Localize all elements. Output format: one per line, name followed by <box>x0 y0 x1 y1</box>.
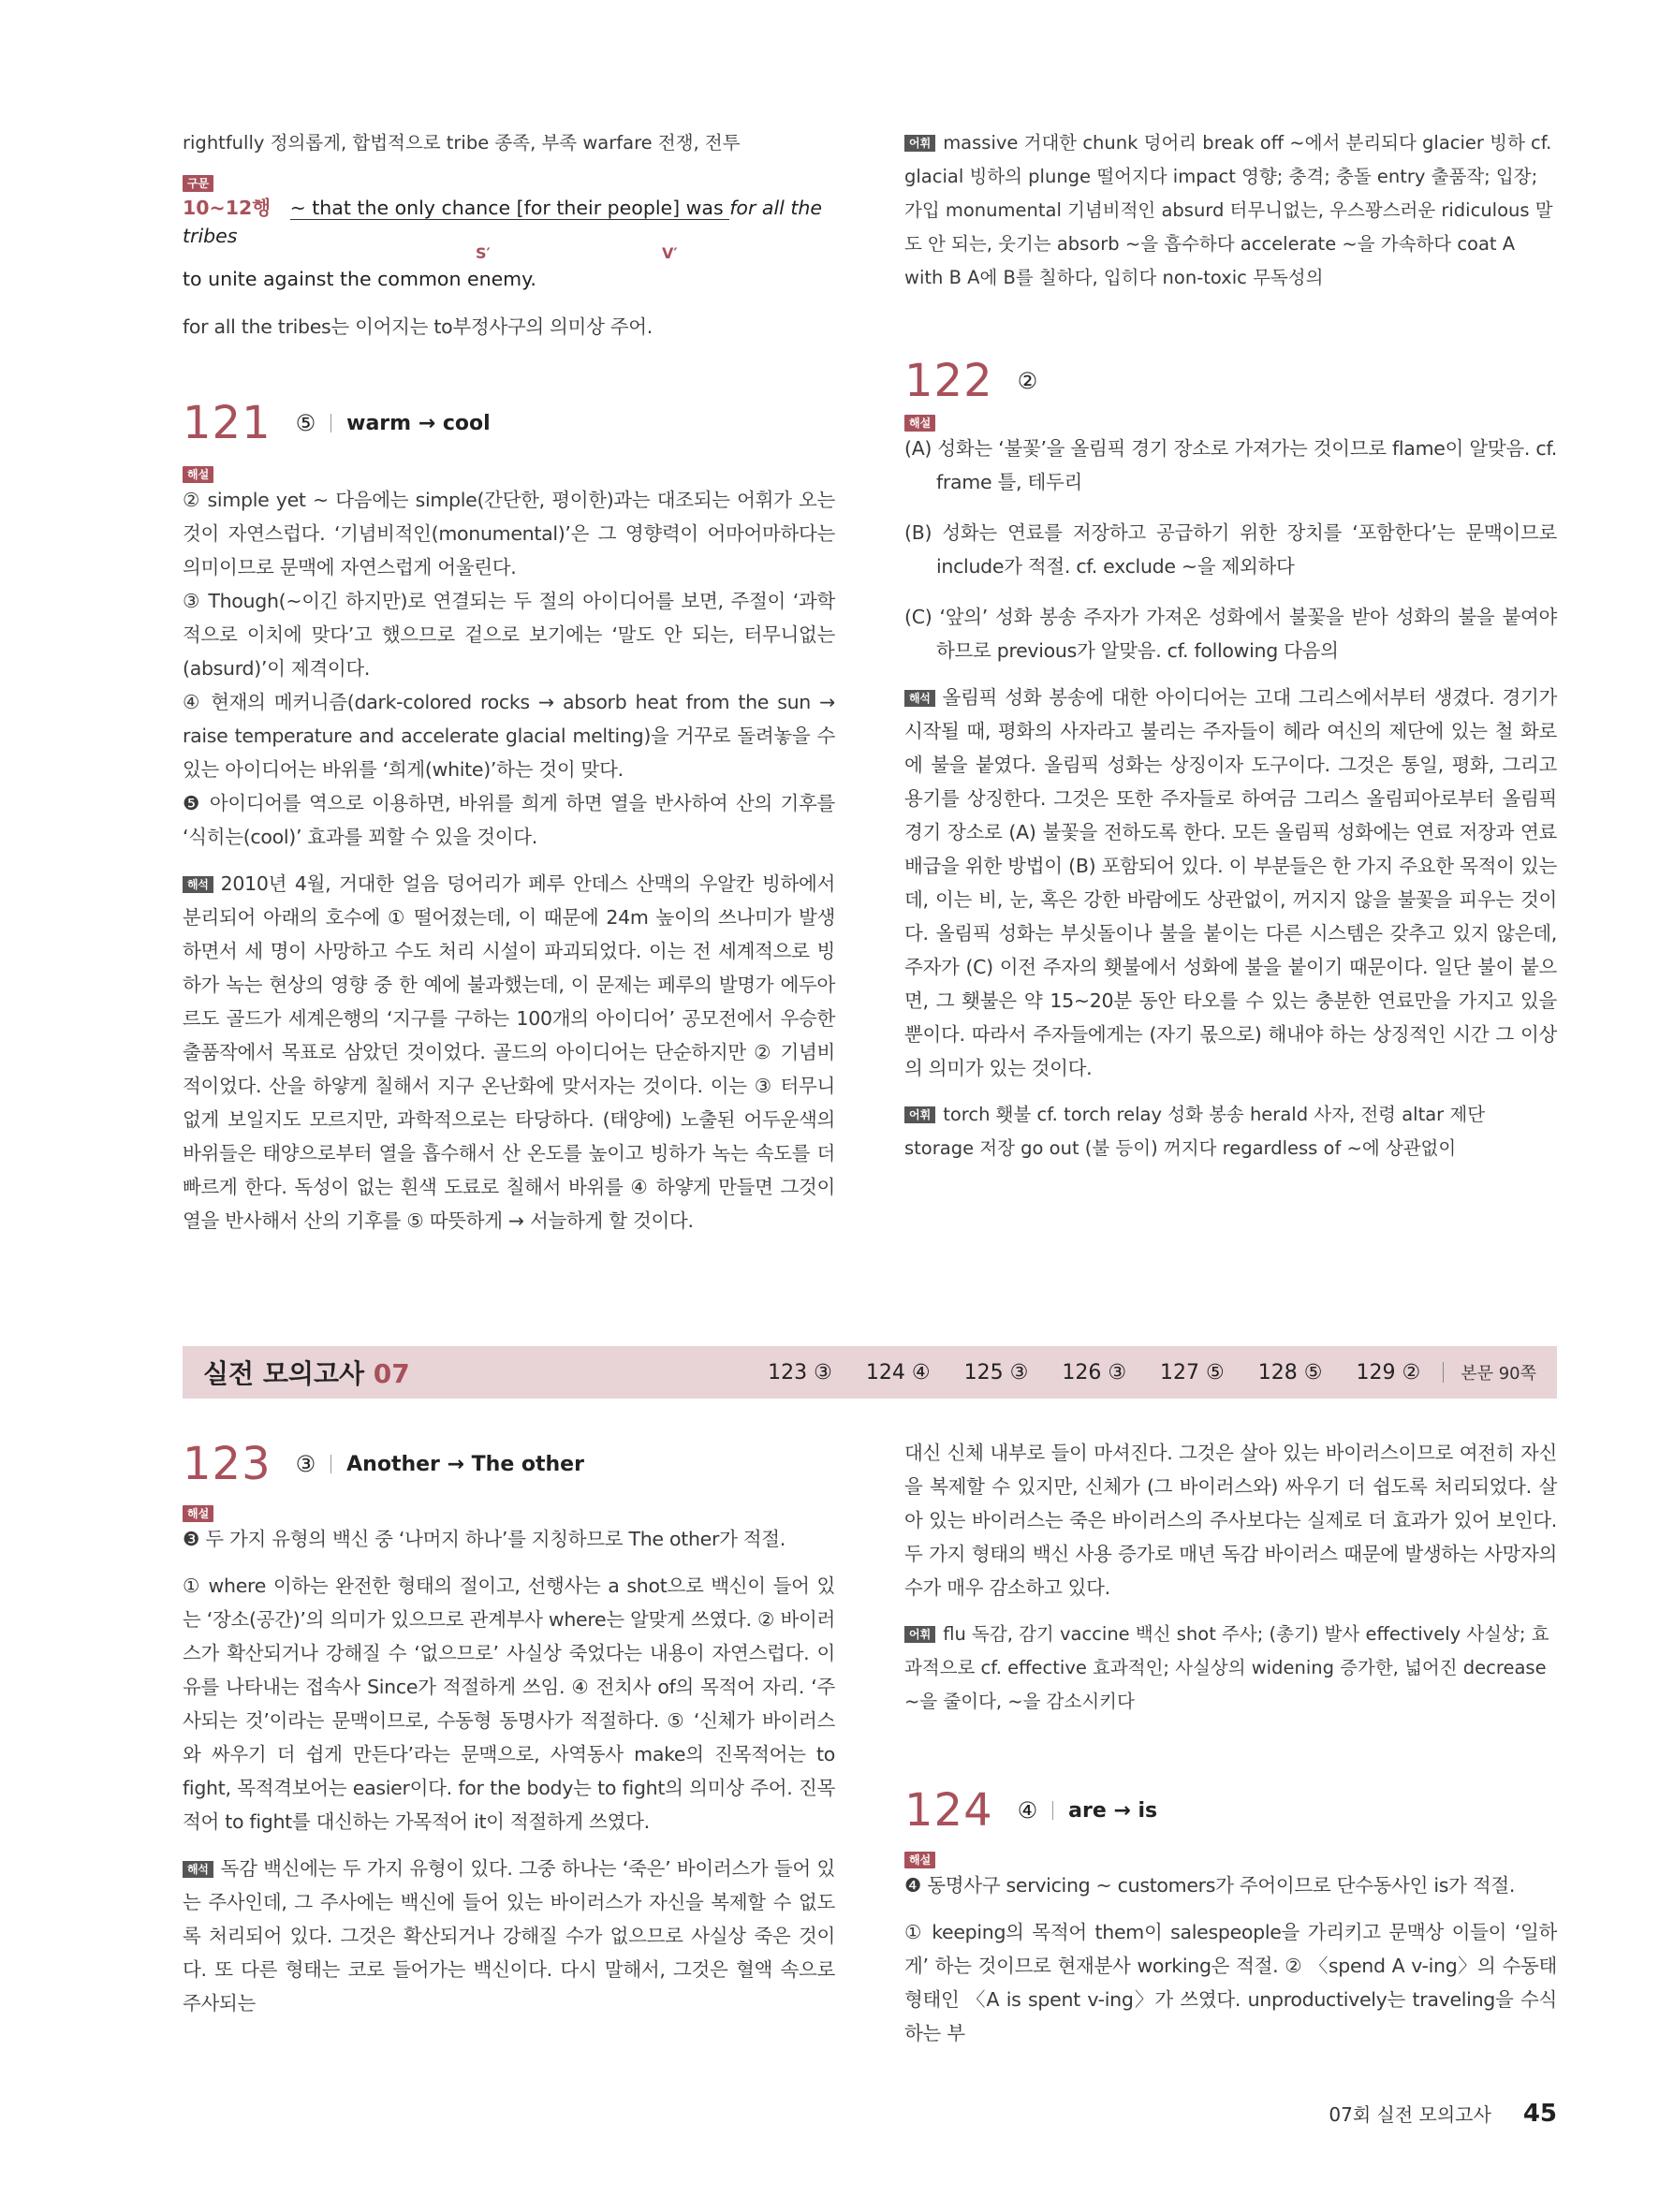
struct-sentence-a: ~ that the only chance [for their people] was <box>289 196 730 219</box>
q122-trans-text: 올림픽 성화 봉송에 대한 아이디어는 고대 그리스에서부터 생겼다. 경기가 시작될 때, 평화의 사자라고 불리는 주자들이 헤라 여신의 제단에 있는 철 화로에 불을 붙였다. 올림픽 성화는 상징이자 도구이다. 그것은 통일, 평화, 그리고 용기를 상징한다. 그것은 또한 주자들로 하여금 그리스 올림피아로부터 올림픽 경기 장소로 (A) 불꽃을 전하도록 한다. 모든 올림픽 성화에는 연료 저장과 연료 배급을 위한 방법이 (B) 포함되어 있다. 이 부분들은 한 가지 주요한 목적이 있는데, 이는 비, 눈, 혹은 강한 바람에도 상관없이, 꺼지지 않을 불꽃을 피우는 것이다. 올림픽 성화는 부싯돌이나 불을 붙이는 다른 시스템은 갖추고 있지 않은데, 주자가 (C) 이전 주자의 횃불에서 성화에 불을 붙이기 때문이다. 일단 불이 붙으면, 그 횃불은 약 15~20분 동안 타오를 수 있는 충분한 연료만을 가지고 있을 뿐이다. 따라서 주자들에게는 (자기 몫으로) 해내야 하는 상징적인 시간 그 이상의 의미가 있는 것이다. <box>904 685 1557 1079</box>
struct-markers <box>183 243 835 265</box>
banner-answer-129: 129 ② <box>1356 1360 1421 1384</box>
struct-tag: 구문 <box>183 175 213 192</box>
q121-trans-tag: 해석 <box>183 876 213 893</box>
right-top-vocab-text: massive 거대한 chunk 덩어리 break off ~에서 분리되다 glacier 빙하 cf. glacial 빙하의 plunge 떨어지다 impact 영향; 충격; 충돌 entry 출품작; 입장; 가입 monumental 기념비적인 absurd 터무니없는, 우스꽝스러운 ridiculous 말도 안 되는, 웃기는 absorb ~을 흡수하다 accelerate ~을 가속하다 coat A with B A에 B를 칠하다, 입히다 non-toxic 무독성의 <box>904 132 1553 288</box>
struct-block <box>183 194 835 250</box>
page-number: 45 <box>1522 2100 1557 2128</box>
q122-answer: ② <box>1017 368 1038 394</box>
banner-answer-123: 123 ③ <box>768 1360 832 1384</box>
q122-item-b: (B) 성화는 연료를 저장하고 공급하기 위한 장치를 ‘포함한다’는 문맥이므로 include가 적절. cf. exclude ~을 제외하다 <box>904 520 1557 578</box>
banner-answer-128: 128 ⑤ <box>1257 1360 1323 1384</box>
right-top-section <box>904 126 1557 295</box>
banner-title <box>203 1354 410 1391</box>
q123-vocab-tag: 어휘 <box>904 1626 935 1643</box>
banner-title-text: 실전 모의고사 <box>203 1358 365 1389</box>
q121-correction: warm → cool <box>346 411 491 435</box>
q121-separator <box>330 414 331 432</box>
q123-answer: ③ <box>295 1451 316 1477</box>
right-top-vocab-tag: 어휘 <box>904 135 935 152</box>
q123-separator <box>330 1455 331 1473</box>
q124-header <box>904 1782 1557 1838</box>
q123-trans-continued: 대신 신체 내부로 들이 마셔진다. 그것은 살아 있는 바이러스이므로 여전히 자신을 복제할 수 있지만, 신체가 (그 바이러스와) 싸우기 더 쉽도록 처리되었다. 살아 있는 바이러스는 죽은 바이러스의 주사보다는 실제로 더 효과가 있어 보인다. 두 가지 형태의 백신 사용 증가로 매년 독감 바이러스 때문에 발생하는 사망자의 수가 매우 감소하고 있다. <box>904 1442 1557 1599</box>
question-123 <box>183 1436 835 2020</box>
q122-vocab <box>904 1098 1557 1165</box>
question-122 <box>904 353 1557 1165</box>
q123-header <box>183 1436 835 1492</box>
q124-number: 124 <box>904 1784 993 1837</box>
q123-trans-text: 독감 백신에는 두 가지 유형이 있다. 그중 하나는 ‘죽은’ 바이러스가 들어 있는 주사인데, 그 주사에는 백신에 들어 있는 바이러스가 자신을 복제할 수 없도록 처리되어 있다. 그것은 확산되거나 강해질 수가 없으므로 사실상 죽은 것이다. 또 다른 형태는 코로 들어가는 백신이다. 다시 말해서, 그것은 혈액 속으로 주사되는 <box>183 1856 835 2014</box>
q123-exp: ① where 이하는 완전한 형태의 절이고, 선행사는 a shot으로 백신이 들어 있는 ‘장소(공간)’의 의미가 있으므로 관계부사 where는 알맞게 쓰였다. ② 바이러스가 확산되거나 강해질 수 ‘없으므로’ 사실상 죽었다는 내용이 자연스럽다. 이유를 나타내는 접속사 Since가 적절하게 쓰임. ④ 전치사 of의 목적어 자리. ‘주사되는 것’이라는 문맥이므로, 수동형 동명사가 적절하다. ⑤ ‘신체가 바이러스와 싸우기 더 쉽게 만든다’라는 문맥으로, 사역동사 make의 진목적어는 to fight, 목적격보어는 easier이다. for the body는 to fight의 의미상 주어. 진목적어 to fight를 대신하는 가목적어 it이 적절하게 쓰였다. <box>183 1574 835 1833</box>
q124-exp-main: ❹ 동명사구 servicing ~ customers가 주어이므로 단수동사인 is가 적절. <box>904 1873 1516 1897</box>
q122-header <box>904 353 1557 409</box>
page-footer <box>1329 2100 1557 2128</box>
struct-s-marker: S′ <box>476 243 491 262</box>
section-banner <box>183 1346 1557 1399</box>
q122-vocab-text: torch 횃불 cf. torch relay 성화 봉송 herald 사자, 전령 altar 제단 storage 저장 go out (불 등이) 꺼지다 regardless of ~에 상관없이 <box>904 1103 1486 1159</box>
banner-separator <box>1443 1362 1444 1383</box>
q122-item-c: (C) ‘앞의’ 성화 봉송 주자가 가져온 성화에서 불꽃을 받아 성화의 불을 붙여야 하므로 previous가 알맞음. cf. following 다음의 <box>904 605 1557 662</box>
left-top-section <box>183 126 835 344</box>
q121-translation <box>183 867 835 1238</box>
struct-sentence-2: to unite against the common enemy. <box>183 267 536 290</box>
question-124 <box>904 1782 1557 2050</box>
q121-answer: ⑤ <box>295 410 316 436</box>
struct-sentence-b: for all the tribes <box>183 196 823 247</box>
q124-exp-tag: 해설 <box>904 1852 935 1868</box>
banner-answer-124: 124 ④ <box>865 1360 931 1384</box>
q121-header <box>183 395 835 451</box>
banner-answer-125: 125 ③ <box>963 1360 1029 1384</box>
q122-exp-tag: 해설 <box>904 415 935 432</box>
right-bottom-section <box>904 1436 1557 1719</box>
q121-exp-tag: 해설 <box>183 466 213 483</box>
q123-correction: Another → The other <box>346 1452 584 1476</box>
q123-trans-tag: 해석 <box>183 1861 213 1878</box>
struct-v-marker: V′ <box>662 243 678 262</box>
q124-separator <box>1052 1801 1053 1820</box>
q121-number: 121 <box>183 397 272 449</box>
banner-answer-list <box>734 1361 1420 1384</box>
q122-translation <box>904 681 1557 1085</box>
struct-note: for all the tribes는 이어지는 to부정사구의 의미상 주어. <box>183 315 653 338</box>
q122-item-a: (A) 성화는 ‘불꽃’을 올림픽 경기 장소로 가져가는 것이므로 flame이 알맞음. cf. frame 틀, 테두리 <box>904 436 1557 493</box>
footer-title: 07회 실전 모의고사 <box>1329 2103 1491 2126</box>
q123-exp-main: ❸ 두 가지 유형의 백신 중 ‘나머지 하나’를 지칭하므로 The other가 적절. <box>183 1527 786 1550</box>
q123-vocab-text: flu 독감, 감기 vaccine 백신 shot 주사; (총기) 발사 effectively 사실상; 효과적으로 cf. effective 효과적인; 사실상의 widening 증가한, 넓어진 decrease ~을 줄이다, ~을 감소시키다 <box>904 1623 1549 1712</box>
q121-exp-2: ③ Though(~이긴 하지만)로 연결되는 두 절의 아이디어를 보면, 주절이 ‘과학적으로 이치에 맞다’고 했으므로 겉으로 보기에는 ‘말도 안 되는, 터무니없는(absurd)’이 제격이다. <box>183 589 835 680</box>
q124-exp: ① keeping의 목적어 them이 salespeople을 가리키고 문맥상 이들이 ‘일하게’ 하는 것이므로 현재분사 working은 적절. ② 〈spend A v-ing〉의 수동태 형태인 〈A is spent v-ing〉가 쓰였다. unproductively는 traveling을 수식하는 부 <box>904 1920 1557 2044</box>
q121-trans-text: 2010년 4월, 거대한 얼음 덩어리가 페루 안데스 산맥의 우알칸 빙하에서 분리되어 아래의 호수에 ① 떨어졌는데, 이 때문에 24m 높이의 쓰나미가 발생하면서 세 명이 사망하고 수도 처리 시설이 파괴되었다. 이는 전 세계적으로 빙하가 녹는 현상의 영향 중 한 예에 불과했는데, 이 문제는 페루의 발명가 에두아르도 골드가 세계은행의 ‘지구를 구하는 100개의 아이디어’ 공모전에서 우승한 출품작에서 목표로 삼았던 것이었다. 골드의 아이디어는 단순하지만 ② 기념비적이었다. 산을 하얗게 칠해서 지구 온난화에 맞서자는 것이다. 이는 ③ 터무니없게 보일지도 모르지만, 과학적으로는 타당하다. (태양에) 노출된 어두운색의 바위들은 태양으로부터 열을 흡수해서 산 온도를 높이고 빙하가 녹는 속도를 더 빠르게 한다. 독성이 없는 흰색 도료로 칠해서 바위를 ④ 하얗게 만들면 그것이 열을 반사해서 산의 기후를 ⑤ 따뜻하게 → 서늘하게 할 것이다. <box>183 872 835 1232</box>
q123-vocab <box>904 1618 1557 1719</box>
q122-vocab-tag: 어휘 <box>904 1106 935 1123</box>
q124-correction: are → is <box>1068 1798 1158 1823</box>
q123-translation <box>183 1852 835 2020</box>
banner-title-number: 07 <box>373 1358 410 1389</box>
vocab-line: rightfully 정의롭게, 합법적으로 tribe 종족, 부족 warfare 전쟁, 전투 <box>183 132 741 154</box>
q123-number: 123 <box>183 1438 272 1490</box>
q122-trans-tag: 해석 <box>904 690 935 707</box>
q121-exp-3: ④ 현재의 메커니즘(dark-colored rocks → absorb heat from the sun → raise temperature and accelerate glacial melting)을 거꾸로 돌려놓을 수 있는 아이디어는 바위를 ‘희게(white)’하는 것이 맞다. <box>183 690 835 781</box>
q123-exp-tag: 해설 <box>183 1505 213 1522</box>
right-top-vocab <box>904 126 1557 295</box>
q122-number: 122 <box>904 355 993 407</box>
banner-page-ref: 본문 90쪽 <box>1461 1364 1536 1384</box>
banner-answer-126: 126 ③ <box>1062 1360 1127 1384</box>
banner-answer-127: 127 ⑤ <box>1160 1360 1225 1384</box>
struct-label: 10~12행 <box>183 196 272 219</box>
question-121 <box>183 395 835 1238</box>
q124-answer: ④ <box>1017 1797 1038 1824</box>
q121-exp-1: ② simple yet ~ 다음에는 simple(간단한, 평이한)과는 대조되는 어휘가 오는 것이 자연스럽다. ‘기념비적인(monumental)’은 그 영향력이 어마어마하다는 의미이므로 문맥에 자연스럽게 어울린다. <box>183 488 835 579</box>
q121-exp-4: ❺ 아이디어를 역으로 이용하면, 바위를 희게 하면 열을 반사하여 산의 기후를 ‘식히는(cool)’ 효과를 꾀할 수 있을 것이다. <box>183 791 835 848</box>
